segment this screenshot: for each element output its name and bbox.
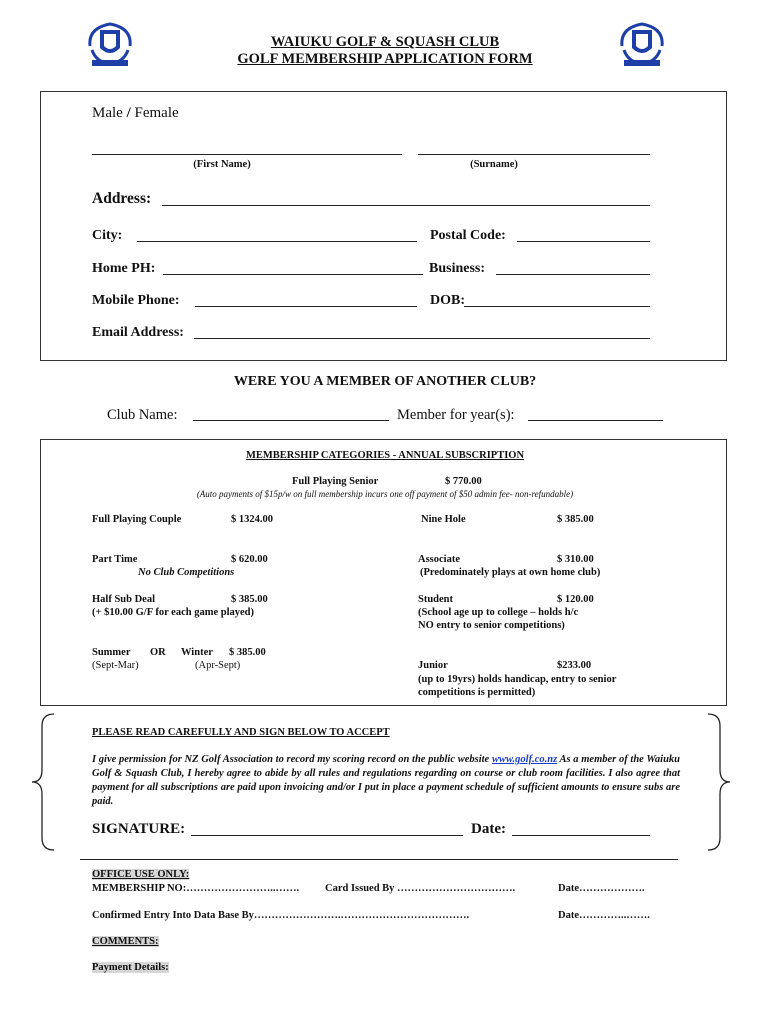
email-label: Email Address: [92,325,184,340]
first-name-label: (First Name) [193,159,251,170]
category-part-time-name[interactable]: Part Time [92,554,138,565]
accept-text-post: As a member of the Waiuku Golf & Squash Club, I hereby agree to abide by all rules and regulations regarding on course or club room facilities. I also agree that payment for all subscriptions are paid upon invoicing and/or I put in place a payment schedule of sufficient amounts to ensure subs are paid. [92,754,681,807]
member-years-input[interactable] [528,420,663,421]
accept-heading: PLEASE READ CAREFULLY AND SIGN BELOW TO ACCEPT [92,727,390,738]
category-nine-hole-price: $ 385.00 [557,514,594,525]
category-junior-note-1: (up to 19yrs) holds handicap, entry to senior [418,674,617,685]
personal-details-box [40,91,727,361]
signature-label: SIGNATURE: [92,821,186,837]
signature-date-input[interactable] [512,835,650,836]
category-part-time-price: $ 620.00 [231,554,268,565]
mobile-phone-label: Mobile Phone: [92,293,180,308]
gender-male[interactable]: Male [92,105,123,121]
confirmed-entry-field[interactable]: Confirmed Entry Into Data Base By…………………….………………………………. [92,910,470,921]
form-title: GOLF MEMBERSHIP APPLICATION FORM [237,51,533,67]
postal-code-input[interactable] [517,241,650,242]
category-couple-name[interactable]: Full Playing Couple [92,514,182,525]
office-date-2[interactable]: Date…………..……. [558,910,650,921]
category-senior-price: $ 770.00 [445,476,482,487]
club-name-label: Club Name: [107,407,178,423]
gender-separator: / [126,105,131,121]
address-input[interactable] [162,205,650,206]
member-years-label: Member for year(s): [397,407,515,423]
email-input[interactable] [194,338,650,339]
signature-date-label: Date: [471,821,506,837]
signature-input[interactable] [191,835,463,836]
category-junior-name[interactable]: Junior [418,660,448,671]
category-associate-note: (Predominately plays at own home club) [420,567,601,578]
category-summer-winter-price: $ 385.00 [229,647,266,658]
payment-details-label: Payment Details: [92,962,169,973]
category-senior-name[interactable]: Full Playing Senior [292,476,379,487]
category-half-sub-note: (+ $10.00 G/F for each game played) [92,607,255,618]
category-associate-price: $ 310.00 [557,554,594,565]
gender-field[interactable] [92,105,179,122]
club-name-input[interactable] [193,420,389,421]
category-part-time-note: No Club Competitions [138,567,235,578]
categories-heading: MEMBERSHIP CATEGORIES - ANNUAL SUBSCRIPTION [245,450,525,461]
category-couple-price: $ 1324.00 [231,514,273,525]
category-summer-name[interactable]: Summer [92,647,131,658]
office-heading: OFFICE USE ONLY: [92,869,190,880]
right-brace-icon [704,712,734,852]
left-brace-icon [28,712,58,852]
category-student-name[interactable]: Student [418,594,454,605]
winter-months: (Apr-Sept) [195,660,241,671]
comments-label: COMMENTS: [92,936,159,947]
home-phone-input[interactable] [163,274,423,275]
mobile-phone-input[interactable] [195,306,417,307]
membership-no-field[interactable]: MEMBERSHIP NO:……………………..……. [92,883,300,894]
category-senior-note: (Auto payments of $15p/w on full membership incurs one off payment of $50 admin fee- non-refundable) [196,489,574,499]
business-phone-label: Business: [429,261,486,276]
category-winter-name[interactable]: Winter [181,647,213,658]
gender-female[interactable]: Female [134,105,179,121]
category-half-sub-price: $ 385.00 [231,594,268,605]
accept-text-pre: I give permission for NZ Golf Association to record my scoring record on the public website [92,754,492,765]
category-junior-price: $233.00 [557,660,592,671]
golf-website-link[interactable]: www.golf.co.nz [491,754,558,765]
summer-months: (Sept-Mar) [92,660,139,671]
other-club-question: WERE YOU A MEMBER OF ANOTHER CLUB? [233,374,537,389]
category-junior-note-2: competitions is permitted) [418,687,536,698]
postal-code-label: Postal Code: [430,228,506,243]
category-student-note-1: (School age up to college – holds h/c [418,607,579,618]
office-date-1[interactable]: Date………………. [558,883,645,894]
business-phone-input[interactable] [496,274,650,275]
category-or: OR [150,647,166,658]
surname-label: (Surname) [470,159,518,170]
office-divider [80,859,678,860]
category-nine-hole-name[interactable]: Nine Hole [421,514,466,525]
category-associate-name[interactable]: Associate [418,554,460,565]
club-name: WAIUKU GOLF & SQUASH CLUB [270,34,500,50]
category-student-price: $ 120.00 [557,594,594,605]
category-half-sub-name[interactable]: Half Sub Deal [92,594,156,605]
card-issued-field[interactable]: Card Issued By ……………………………. [325,883,516,894]
accept-paragraph [92,753,680,809]
dob-label: DOB: [430,293,465,308]
city-input[interactable] [137,241,417,242]
home-phone-label: Home PH: [92,261,156,276]
category-student-note-2: NO entry to senior competitions) [418,620,565,631]
city-label: City: [92,228,123,243]
dob-input[interactable] [464,306,650,307]
address-label: Address: [92,190,152,207]
surname-input[interactable] [418,154,650,155]
first-name-input[interactable] [92,154,402,155]
